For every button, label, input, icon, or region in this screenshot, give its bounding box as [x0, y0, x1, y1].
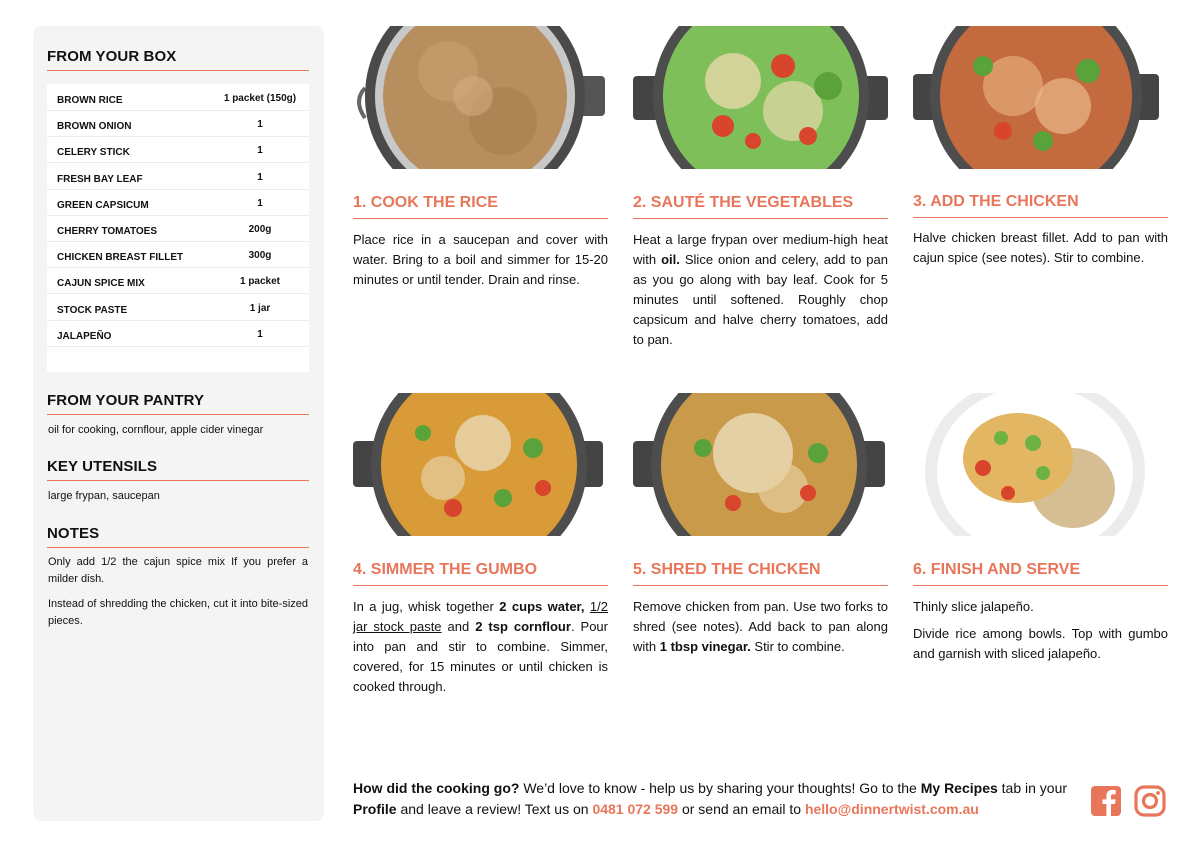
ingredient-name: CHERRY TOMATOES [57, 226, 158, 237]
note-item: Only add 1/2 the cajun spice mix If you prefer a milder dish. [48, 556, 308, 585]
step-3-title: 3. ADD THE CHICKEN [913, 193, 1168, 218]
step-4-body [353, 597, 608, 704]
utensils-items: large frypan, saucepan [48, 490, 160, 502]
step-paragraph [913, 624, 1168, 664]
step-6-title: 6. FINISH AND SERVE [913, 561, 1168, 586]
ingredient-name: JALAPEÑO [57, 330, 112, 342]
step-4-photo [353, 393, 608, 536]
step-5-title: 5. SHRED THE CHICKEN [633, 561, 888, 586]
step-paragraph [633, 230, 888, 350]
ingredient-qty: 1 packet [239, 276, 281, 288]
step-paragraph [913, 597, 1168, 617]
text-run: Slice onion and celery, add to pan as you go along with bay leaf. Cook for 5 minutes until softened. Roughly chop capsicum and halve cherry tomatoes, add to pan. [633, 252, 888, 347]
text-run: oil. [661, 252, 680, 267]
step-3-photo [913, 26, 1168, 169]
step-1-title: 1. COOK THE RICE [353, 194, 608, 219]
ingredient-qty: 1 jar [249, 302, 271, 314]
ingredient-row [47, 294, 309, 321]
note-item: Instead of shredding the chicken, cut it into bite-sized pieces. [48, 598, 308, 627]
ingredient-name: STOCK PASTE [57, 304, 128, 316]
pantry-items: oil for cooking, cornflour, apple cider vinegar [48, 424, 264, 436]
text-run: or send an email to [678, 801, 805, 817]
ingredient-name: CAJUN SPICE MIX [57, 278, 145, 290]
ingredient-row [47, 320, 309, 347]
step-6-body [913, 597, 1168, 671]
ingredient-name: BROWN ONION [57, 121, 132, 133]
text-run: Stir to combine. [750, 639, 845, 654]
text-run: Place rice in a saucepan and cover with water. Bring to a boil and simmer for 15-20 minutes or until tender. Drain and rinse. [353, 232, 608, 287]
text-run: Halve chicken breast fillet. Add to pan with cajun spice (see notes). Stir to combine. [913, 230, 1168, 265]
from-your-pantry-heading: FROM YOUR PANTRY [47, 392, 309, 415]
ingredient-qty: 200g [248, 224, 272, 235]
ingredient-row [47, 189, 309, 216]
step-3-body [913, 228, 1168, 275]
text-run: Divide rice among bowls. Top with gumbo and garnish with sliced jalapeño. [913, 626, 1168, 661]
text-run: 1/2 jar stock paste [353, 599, 608, 634]
ingredient-row [47, 163, 309, 190]
ingredient-qty: 1 [257, 171, 263, 183]
instagram-icon[interactable] [1134, 785, 1166, 817]
facebook-icon[interactable] [1090, 785, 1122, 817]
step-2-body [633, 230, 888, 357]
step-paragraph [353, 230, 608, 290]
notes-list [48, 554, 308, 638]
ingredient-row [47, 110, 309, 137]
ingredient-qty: 1 [257, 328, 263, 340]
ingredient-qty: 1 [257, 197, 263, 209]
ingredient-name: CHICKEN BREAST FILLET [57, 252, 184, 264]
text-run: Thinly slice jalapeño. [913, 599, 1034, 614]
contact-link[interactable]: hello@dinnertwist.com.au [804, 801, 979, 817]
ingredient-name: CELERY STICK [57, 147, 130, 159]
text-run: tab in your [997, 780, 1068, 796]
text-run: . Pour into pan and stir to combine. Simmer, covered, for 15 minutes or until chicken is cooked through. [353, 619, 608, 694]
step-1-body [353, 230, 608, 297]
text-run: and [441, 619, 476, 634]
step-5-photo [633, 393, 888, 536]
from-your-box-heading: FROM YOUR BOX [47, 48, 309, 71]
contact-link[interactable]: 0481 072 599 [592, 801, 679, 817]
step-6-photo [913, 393, 1168, 536]
ingredient-qty: 1 [257, 119, 263, 131]
ingredient-row [47, 136, 309, 163]
step-1-photo [353, 26, 608, 169]
ingredient-qty: 1 packet (150g) [223, 93, 297, 104]
text-run: Remove chicken from pan. Use two forks to shred (see notes). Add back to pan along with [633, 599, 888, 654]
text-run: and leave a review! Text us on [396, 801, 593, 817]
step-4-title: 4. SIMMER THE GUMBO [353, 561, 608, 586]
step-paragraph [913, 228, 1168, 268]
ingredient-name: FRESH BAY LEAF [57, 173, 143, 185]
key-utensils-heading: KEY UTENSILS [47, 458, 309, 481]
text-run: In a jug, whisk together [353, 599, 500, 614]
feedback-message [353, 778, 1073, 820]
step-2-title: 2. SAUTÉ THE VEGETABLES [633, 194, 888, 219]
ingredient-row [47, 84, 309, 111]
text-run: 1 tbsp vinegar. [659, 639, 751, 654]
text-run: 2 cups water, [499, 599, 585, 614]
ingredient-qty: 300g [248, 250, 272, 262]
text-run: How did the cooking go? [353, 780, 520, 796]
notes-heading: NOTES [47, 525, 309, 548]
ingredient-row [47, 267, 309, 294]
text-run: 2 tsp cornflour [475, 619, 571, 634]
ingredients-sidebar [33, 26, 324, 821]
text-run: We’d love to know - help us by sharing your thoughts! Go to the [519, 780, 921, 796]
ingredient-row [47, 215, 309, 242]
step-5-body [633, 597, 888, 664]
step-paragraph [353, 597, 608, 697]
ingredient-name: BROWN RICE [57, 95, 123, 106]
step-paragraph [633, 597, 888, 657]
ingredient-row [47, 241, 309, 268]
text-run: My Recipes [920, 780, 998, 796]
text-run: Heat a large frypan over medium-high heat with [633, 232, 888, 267]
ingredients-table [47, 84, 309, 372]
ingredient-name: GREEN CAPSICUM [57, 199, 149, 211]
text-run: Profile [353, 801, 397, 817]
step-2-photo [633, 26, 888, 169]
ingredient-qty: 1 [257, 145, 263, 157]
